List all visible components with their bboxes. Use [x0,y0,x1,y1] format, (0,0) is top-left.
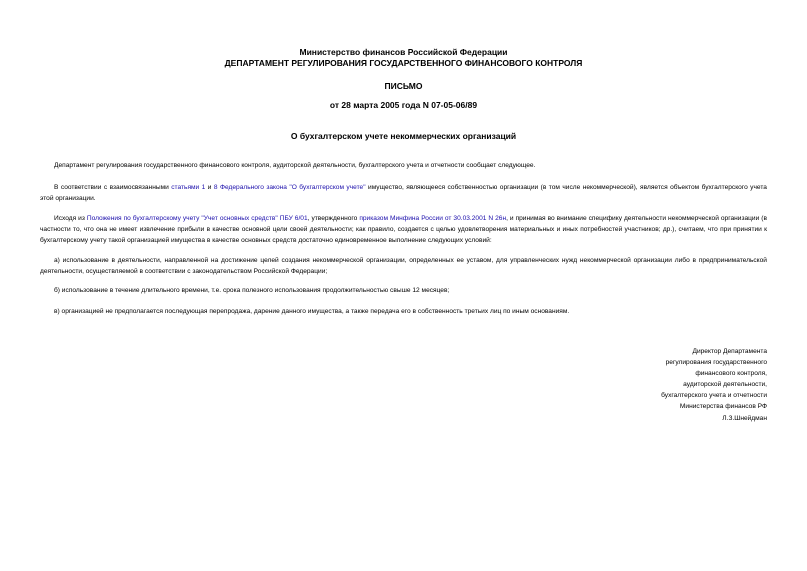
condition-a: а) использование в деятельности, направленной на достижение целей создания некоммерческой организации, определенных ее уставом, для управленческих нужд некоммерческой организации либо в предпринимательской деятельности, осуществляемой в соответствии с законодательством Российской Федерации; [40,257,767,275]
link-order-minfin[interactable]: приказом Минфина России от 30.03.2001 N 26н [359,215,507,222]
signature-line: бухгалтерского учета и отчетности [661,392,767,400]
link-pbu-6-01[interactable]: Положения по бухгалтерскому учету "Учет основных средств" ПБУ 6/01 [86,215,308,222]
paragraph-intro: Департамент регулирования государственного финансового контроля, аудиторской деятельности, бухгалтерского учета и отчетности сообщает следующее. [54,162,536,169]
condition-b: б) использование в течение длительного времени, т.е. срока полезного использования продолжительностью свыше 12 месяцев; [54,287,450,294]
paragraph-pbu-reference [40,213,767,246]
signature-line: регулирования государственного [665,359,767,367]
paragraph-law-reference [40,182,767,204]
signature-line: аудиторской деятельности, [683,381,767,389]
signature-line: финансового контроля, [695,370,767,378]
department-name: ДЕПАРТАМЕНТ РЕГУЛИРОВАНИЯ ГОСУДАРСТВЕННОГО ФИНАНСОВОГО КОНТРОЛЯ [224,58,583,68]
p3-text-c: , и принимая во внимание специфику деятельности некоммерческой организации (в частности то, что она не имеет извлечение прибыли в качестве основной цели своей деятельности; как правило, создается с целью удовлетворения материальных и иных потребностей участников; др.), считаем, что при принятии к бухгалтерскому учету такой организацией имущества в качестве основных средств достаточно единовременное выполнение следующих условий: [40,215,767,244]
letter-subject: О бухгалтерском учете некоммерческих организаций [290,131,517,141]
signature-line: Министерства финансов РФ [679,403,767,411]
p2-text-c: имущество, являющееся собственностью организации (в том числе некоммерческой), является объектом бухгалтерского учета этой организации. [40,184,767,202]
p2-text-b: и [205,184,214,191]
letter-date: от 28 марта 2005 года N 07-05-06/89 [329,100,478,110]
p3-text-a: Исходя из [54,215,87,222]
signature-block [661,346,767,424]
p3-text-b: , утвержденного [307,215,360,222]
signature-line: Директор Департамента [692,348,767,355]
link-federal-law-article-8[interactable]: 8 Федерального закона "О бухгалтерском учете" [213,184,366,191]
signatory-name: Л.З.Шнейдман [722,414,767,422]
link-article-1[interactable]: статьями 1 [171,184,206,191]
p2-text-a: В соответствии с взаимосвязанными [54,184,172,191]
letter-type: ПИСЬМО [384,81,423,91]
condition-c: в) организацией не предполагается последующая перепродажа, дарение данного имущества, а также передача его в собственность третьих лиц по иным основаниям. [54,308,570,315]
ministry-name: Министерство финансов Российской Федерации [299,47,508,57]
